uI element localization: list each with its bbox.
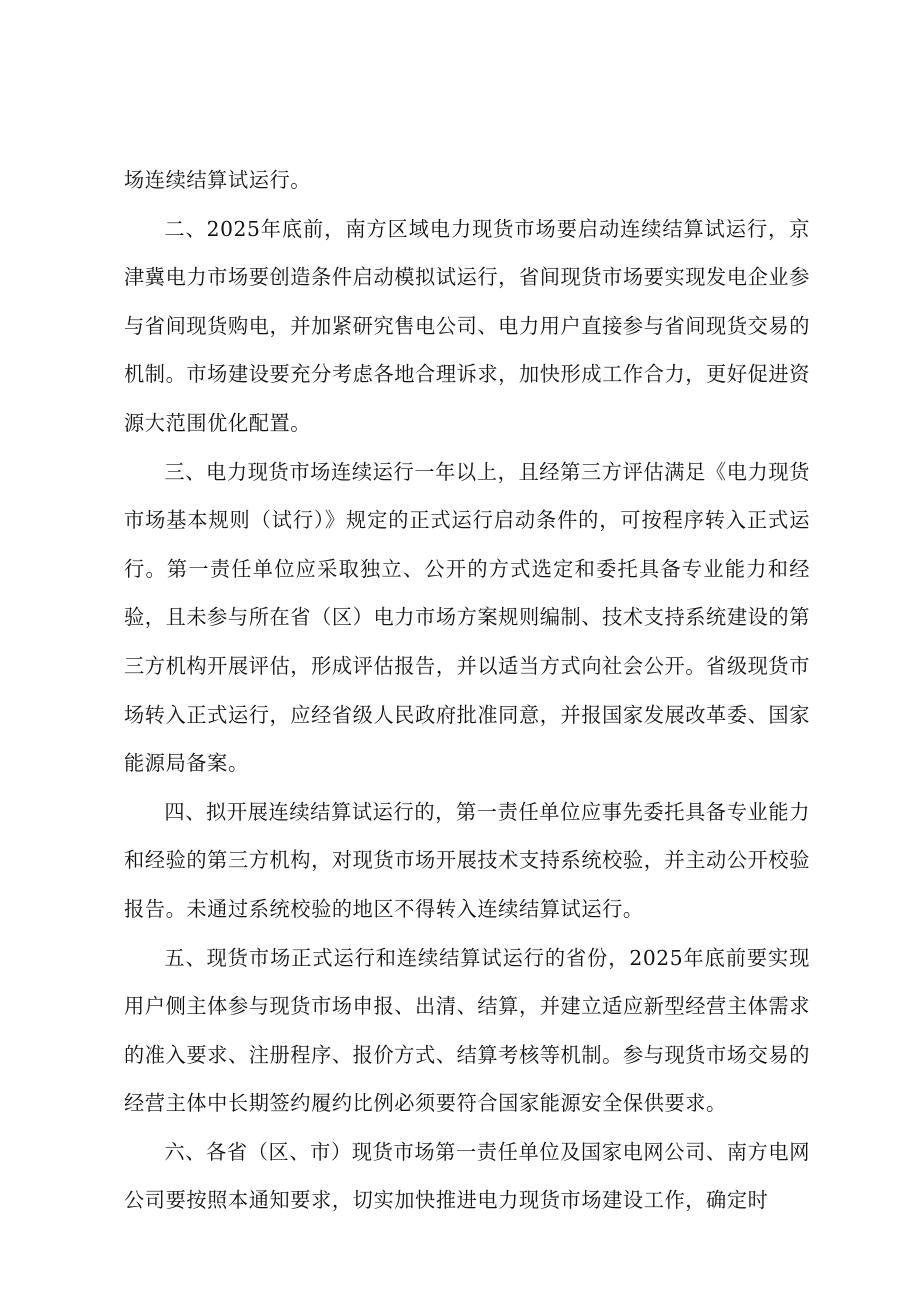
document-body bbox=[124, 156, 810, 1225]
paragraph-item-4: 四、拟开展连续结算试运行的，第一责任单位应事先委托具备专业能力和经验的第三方机构，对现货市场开展技术支持系统校验，并主动公开校验报告。未通过系统校验的地区不得转入连续结算试运行。 bbox=[124, 799, 810, 921]
paragraph-item-5: 五、现货市场正式运行和连续结算试运行的省份，2025年底前要实现用户侧主体参与现货市场申报、出清、结算，并建立适应新型经营主体需求的准入要求、注册程序、报价方式、结算考核等机制。参与现货市场交易的经营主体中长期签约履约比例必须要符合国家能源安全保供要求。 bbox=[124, 945, 810, 1116]
paragraph-item-3: 三、电力现货市场连续运行一年以上，且经第三方评估满足《电力现货市场基本规则（试行）》规定的正式运行启动条件的，可按程序转入正式运行。第一责任单位应采取独立、公开的方式选定和委托具备专业能力和经验，且未参与所在省（区）电力市场方案规则编制、技术支持系统建设的第三方机构开展评估，形成评估报告，并以适当方式向社会公开。省级现货市场转入正式运行，应经省级人民政府批准同意，并报国家发展改革委、国家能源局备案。 bbox=[124, 459, 810, 776]
paragraph-item-2: 二、2025年底前，南方区域电力现货市场要启动连续结算试运行，京津冀电力市场要创造条件启动模拟试运行，省间现货市场要实现发电企业参与省间现货购电，并加紧研究售电公司、电力用户直接参与省间现货交易的机制。市场建设要充分考虑各地合理诉求，加快形成工作合力，更好促进资源大范围优化配置。 bbox=[124, 216, 810, 435]
paragraph-item-6: 六、各省（区、市）现货市场第一责任单位及国家电网公司、南方电网公司要按照本通知要求，切实加快推进电力现货市场建设工作，确定时 bbox=[124, 1139, 810, 1213]
paragraph-continuation: 场连续结算试运行。 bbox=[124, 168, 312, 192]
